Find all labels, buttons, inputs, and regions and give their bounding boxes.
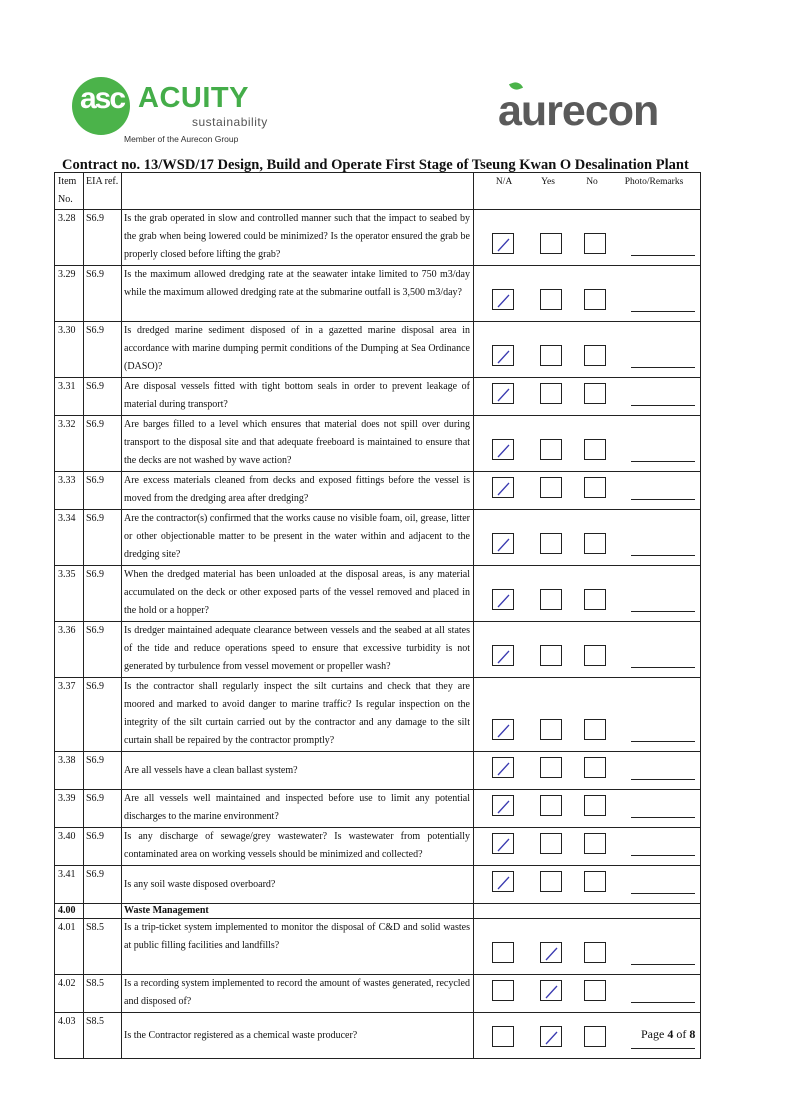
no-checkbox[interactable] (584, 942, 606, 963)
no-checkbox[interactable] (584, 233, 606, 254)
handwritten-tick-icon (493, 384, 515, 405)
response-cell (474, 322, 701, 378)
remarks-line[interactable] (631, 1048, 695, 1049)
handwritten-tick-icon (493, 440, 515, 461)
table-row (55, 416, 701, 472)
item-question: Is a recording system implemented to record the amount of wastes generated, recycled and disposed of? (122, 975, 474, 1013)
yes-checkbox[interactable] (540, 645, 562, 666)
section-number: 4.00 (55, 904, 84, 919)
table-row (55, 566, 701, 622)
response-cell (474, 472, 701, 510)
remarks-line[interactable] (631, 964, 695, 965)
header-eia-ref: EIA ref. (84, 173, 122, 210)
response-cell (474, 378, 701, 416)
yes-checkbox[interactable] (540, 533, 562, 554)
item-number: 3.35 (55, 566, 84, 622)
remarks-line[interactable] (631, 1002, 695, 1003)
handwritten-tick-icon (541, 981, 563, 1002)
handwritten-tick-icon (493, 872, 515, 893)
header-na: N/A (495, 177, 513, 187)
handwritten-tick-icon (493, 590, 515, 611)
na-checkbox[interactable] (492, 345, 514, 366)
header-response (474, 173, 701, 210)
no-checkbox[interactable] (584, 439, 606, 460)
remarks-line[interactable] (631, 855, 695, 856)
table-row (55, 678, 701, 752)
yes-checkbox[interactable] (540, 477, 562, 498)
table-row (55, 322, 701, 378)
remarks-line[interactable] (631, 611, 695, 612)
item-question: Is any soil waste disposed overboard? (122, 866, 474, 904)
no-checkbox[interactable] (584, 871, 606, 892)
remarks-line[interactable] (631, 893, 695, 894)
table-row (55, 1013, 701, 1059)
item-number: 4.03 (55, 1013, 84, 1059)
item-question: Are all vessels have a clean ballast system? (122, 752, 474, 790)
na-checkbox[interactable] (492, 233, 514, 254)
eia-ref: S6.9 (84, 510, 122, 566)
item-question: Is dredged marine sediment disposed of in a gazetted marine disposal area in accordance with marine dumping permit conditions of the Dumping at Sea Ordinance (DASO)? (122, 322, 474, 378)
section-response (474, 904, 701, 919)
item-question: Is the contractor shall regularly inspect the silt curtains and check that they are moored and marked to avoid danger to marine traffic? Is regular inspection on the integrity of the silt curtain carried out by the contractor and any damage to the silt curtain shall be repaired by the contractor promptly? (122, 678, 474, 752)
na-checkbox[interactable] (492, 533, 514, 554)
response-cell (474, 790, 701, 828)
eia-ref: S6.9 (84, 266, 122, 322)
handwritten-tick-icon (541, 1027, 563, 1048)
na-checkbox[interactable] (492, 645, 514, 666)
header-yes: Yes (541, 177, 555, 187)
header-description (122, 173, 474, 210)
item-question: Are disposal vessels fitted with tight bottom seals in order to prevent leakage of material during transport? (122, 378, 474, 416)
response-cell (474, 566, 701, 622)
response-cell (474, 752, 701, 790)
item-number: 4.02 (55, 975, 84, 1013)
no-checkbox[interactable] (584, 757, 606, 778)
table-row (55, 752, 701, 790)
handwritten-tick-icon (493, 720, 515, 741)
yes-checkbox[interactable] (540, 942, 562, 963)
handwritten-tick-icon (493, 796, 515, 817)
item-number: 3.33 (55, 472, 84, 510)
na-checkbox[interactable] (492, 942, 514, 963)
item-question: Is the Contractor registered as a chemical waste producer? (122, 1013, 474, 1059)
handwritten-tick-icon (493, 478, 515, 499)
remarks-line[interactable] (631, 499, 695, 500)
no-checkbox[interactable] (584, 980, 606, 1001)
header-item-no: Item No. (55, 173, 84, 210)
no-checkbox[interactable] (584, 833, 606, 854)
section-eia (84, 904, 122, 919)
handwritten-tick-icon (493, 346, 515, 367)
section-header-row (55, 904, 701, 919)
page-number: Page 4 of 8 (641, 1027, 696, 1041)
section-title: Waste Management (122, 904, 474, 919)
item-question: Are excess materials cleaned from decks and exposed fittings before the vessel is moved from the dredging area after dredging? (122, 472, 474, 510)
eia-ref: S6.9 (84, 472, 122, 510)
na-checkbox[interactable] (492, 383, 514, 404)
response-cell (474, 866, 701, 904)
item-number: 3.41 (55, 866, 84, 904)
na-checkbox[interactable] (492, 439, 514, 460)
table-row (55, 866, 701, 904)
yes-checkbox[interactable] (540, 980, 562, 1001)
yes-checkbox[interactable] (540, 833, 562, 854)
item-question: Is any discharge of sewage/grey wastewater? Is wastewater from potentially contaminated area on working vessels should be minimized and collected? (122, 828, 474, 866)
yes-checkbox[interactable] (540, 233, 562, 254)
no-checkbox[interactable] (584, 1026, 606, 1047)
yes-checkbox[interactable] (540, 589, 562, 610)
handwritten-tick-icon (493, 834, 515, 855)
response-cell (474, 975, 701, 1013)
eia-ref: S6.9 (84, 790, 122, 828)
eia-ref: S6.9 (84, 210, 122, 266)
item-number: 3.34 (55, 510, 84, 566)
no-checkbox[interactable] (584, 477, 606, 498)
item-number: 3.31 (55, 378, 84, 416)
remarks-line[interactable] (631, 311, 695, 312)
no-checkbox[interactable] (584, 795, 606, 816)
response-cell (474, 622, 701, 678)
eia-ref: S8.5 (84, 919, 122, 975)
yes-checkbox[interactable] (540, 345, 562, 366)
table-row (55, 975, 701, 1013)
response-cell (474, 678, 701, 752)
no-checkbox[interactable] (584, 345, 606, 366)
na-checkbox[interactable] (492, 1026, 514, 1047)
table-header-row (55, 173, 701, 210)
response-cell (474, 919, 701, 975)
item-question: Are barges filled to a level which ensures that material does not spill over during transport to the disposal site and that adequate freeboard is maintained to ensure that the decks are not washed by wave action? (122, 416, 474, 472)
eia-ref: S6.9 (84, 828, 122, 866)
acuity-logo-letters: asc (80, 82, 125, 115)
item-question: Are the contractor(s) confirmed that the works cause no visible foam, oil, grease, litter or other objectionable matter to be present in the water within and adjacent to the dredging site? (122, 510, 474, 566)
response-cell (474, 266, 701, 322)
table-row (55, 266, 701, 322)
table-row (55, 919, 701, 975)
item-number: 3.36 (55, 622, 84, 678)
table-row (55, 378, 701, 416)
item-question: When the dredged material has been unloaded at the disposal areas, is any material accumulated on the deck or other exposed parts of the vessel removed and placed in the hold or a hopper? (122, 566, 474, 622)
yes-checkbox[interactable] (540, 1026, 562, 1047)
na-checkbox[interactable] (492, 757, 514, 778)
remarks-line[interactable] (631, 405, 695, 406)
yes-checkbox[interactable] (540, 757, 562, 778)
yes-checkbox[interactable] (540, 871, 562, 892)
no-checkbox[interactable] (584, 645, 606, 666)
yes-checkbox[interactable] (540, 719, 562, 740)
eia-ref: S6.9 (84, 622, 122, 678)
item-question: Is dredger maintained adequate clearance between vessels and the seabed at all states of the tide and reduce operations speed to ensure that excessive turbidity is not generated by turbulence from vessel movement or propeller wash? (122, 622, 474, 678)
item-number: 3.39 (55, 790, 84, 828)
table-row (55, 510, 701, 566)
acuity-logo-name: ACUITY (138, 82, 249, 114)
na-checkbox[interactable] (492, 289, 514, 310)
acuity-logo-tagline: sustainability (192, 115, 268, 129)
item-number: 3.29 (55, 266, 84, 322)
checklist-table (54, 172, 701, 1059)
eia-ref: S6.9 (84, 378, 122, 416)
table-row (55, 622, 701, 678)
item-question: Is the grab operated in slow and controlled manner such that the impact to seabed by the grab when being lowered could be minimized? Is the operator ensured the grab be properly closed before lifting the grab? (122, 210, 474, 266)
handwritten-tick-icon (493, 290, 515, 311)
table-row (55, 828, 701, 866)
eia-ref: S6.9 (84, 752, 122, 790)
eia-ref: S6.9 (84, 866, 122, 904)
table-row (55, 472, 701, 510)
handwritten-tick-icon (493, 758, 515, 779)
remarks-line[interactable] (631, 461, 695, 462)
item-number: 3.37 (55, 678, 84, 752)
item-question: Is the maximum allowed dredging rate at the seawater intake limited to 750 m3/day while the maximum allowed dredging rate at the submarine outfall is 3,500 m3/day? (122, 266, 474, 322)
item-number: 3.38 (55, 752, 84, 790)
eia-ref: S8.5 (84, 975, 122, 1013)
no-checkbox[interactable] (584, 589, 606, 610)
header-remarks: Photo/Remarks (624, 177, 684, 187)
remarks-line[interactable] (631, 817, 695, 818)
item-number: 3.40 (55, 828, 84, 866)
aurecon-logo-name: aurecon (498, 87, 659, 135)
response-cell (474, 416, 701, 472)
na-checkbox[interactable] (492, 833, 514, 854)
remarks-line[interactable] (631, 555, 695, 556)
yes-checkbox[interactable] (540, 795, 562, 816)
yes-checkbox[interactable] (540, 383, 562, 404)
eia-ref: S6.9 (84, 416, 122, 472)
remarks-line[interactable] (631, 779, 695, 780)
acuity-member-text: Member of the Aurecon Group (124, 134, 239, 144)
na-checkbox[interactable] (492, 795, 514, 816)
no-checkbox[interactable] (584, 289, 606, 310)
eia-ref: S6.9 (84, 678, 122, 752)
handwritten-tick-icon (541, 943, 563, 964)
yes-checkbox[interactable] (540, 439, 562, 460)
remarks-line[interactable] (631, 367, 695, 368)
handwritten-tick-icon (493, 646, 515, 667)
na-checkbox[interactable] (492, 477, 514, 498)
header-no: No (586, 177, 598, 187)
item-number: 3.30 (55, 322, 84, 378)
remarks-line[interactable] (631, 667, 695, 668)
table-row (55, 210, 701, 266)
na-checkbox[interactable] (492, 980, 514, 1001)
no-checkbox[interactable] (584, 719, 606, 740)
yes-checkbox[interactable] (540, 289, 562, 310)
item-number: 3.32 (55, 416, 84, 472)
no-checkbox[interactable] (584, 533, 606, 554)
item-question: Are all vessels well maintained and inspected before use to limit any potential discharges to the marine environment? (122, 790, 474, 828)
table-row (55, 790, 701, 828)
acuity-logo-mark (72, 77, 130, 135)
handwritten-tick-icon (493, 534, 515, 555)
contract-title: Contract no. 13/WSD/17 Design, Build and Operate First Stage of Tseung Kwan O Desalination Plant (62, 157, 689, 173)
eia-ref: S6.9 (84, 322, 122, 378)
na-checkbox[interactable] (492, 719, 514, 740)
remarks-line[interactable] (631, 741, 695, 742)
eia-ref: S6.9 (84, 566, 122, 622)
item-number: 4.01 (55, 919, 84, 975)
na-checkbox[interactable] (492, 589, 514, 610)
no-checkbox[interactable] (584, 383, 606, 404)
eia-ref: S8.5 (84, 1013, 122, 1059)
na-checkbox[interactable] (492, 871, 514, 892)
item-question: Is a trip-ticket system implemented to monitor the disposal of C&D and solid wastes at public filling facilities and landfills? (122, 919, 474, 975)
response-cell (474, 210, 701, 266)
response-cell (474, 828, 701, 866)
aurecon-logo (498, 88, 698, 138)
acuity-logo (72, 74, 272, 146)
item-number: 3.28 (55, 210, 84, 266)
handwritten-tick-icon (493, 234, 515, 255)
response-cell (474, 510, 701, 566)
remarks-line[interactable] (631, 255, 695, 256)
